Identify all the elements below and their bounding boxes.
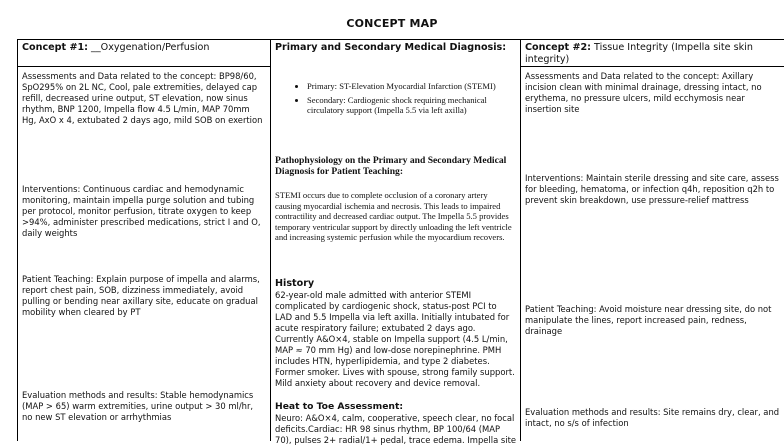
concept-2-interventions: Interventions: Maintain sterile dressing and site care, assess for bleeding, hematoma, or infection q4h, reposition q2h to prevent skin breakdown, use pressure-relief mattress [525,173,779,205]
head-to-toe-title: Heat to Toe Assessment: [275,401,404,412]
concept-1-assessment: Assessments and Data related to the concept: BP98/60, SpO295% on 2L NC, Cool, pale extremities, delayed cap refill, decreased urine output, ST elevation, now sinus rhythm, BNP 1200, Impella flow 4.5 L/min, MAP 70mm Hg, AxO x 4, extubated 2 days ago, mild SOB on exertion [22,71,263,125]
history-text: 62-year-old male admitted with anterior STEMI complicated by cardiogenic shock, status-post PCI to LAD and 5.5 Impella via left axilla. Initially intubated for acute respiratory failure; extubated 2 days ago. Currently A&O×4, stable on Impella support (4.5 L/min, MAP ≈ 70 mm Hg) and low-dose norepinephrine. PMH includes HTN, hyperlipidemia, and type 2 diabetes. Former smoker. Lives with spouse, strong family support. Mild anxiety about recovery and device removal. [275,290,515,388]
concept-1-header [22,42,266,54]
diagnosis-header: Primary and Secondary Medical Diagnosis: [275,42,507,53]
concept-1-interventions: Interventions: Continuous cardiac and hemodynamic monitoring, maintain impella purge solution and tubing per protocol, monitor perfusion, titrate oxygen to keep >94%, administer prescribed medications, strict I and O, daily weights [22,184,261,238]
concept-2-teaching: Patient Teaching: Avoid moisture near dressing site, do not manipulate the lines, report increased pain, redness, drainage [525,304,772,336]
concept-2-value: Tissue Integrity (Impella site skin integrity) [525,42,753,65]
pathophysiology-title: Pathophysiology on the Primary and Secondary Medical Diagnosis for Patient Teaching: [275,155,507,177]
concept-2-label: Concept #2: [525,42,591,53]
concept-2-evaluation: Evaluation methods and results: Site remains dry, clear, and intact, no s/s of infection [525,407,780,428]
head-to-toe-text: Neuro: A&O×4, calm, cooperative, speech clear, no focal deficits.Cardiac: HR 98 sinus rhythm, BP 100/64 (MAP 70), pulses 2+ radial/1+ pedal, trace edema. Impella site [275,413,517,445]
secondary-diagnosis: • Secondary: Cardiogenic shock requiring mechanical circulatory support (Impella 5.5 via left axilla) [307,95,516,116]
concept-1-label: Concept #1: [22,42,88,53]
concept-1-teaching: Patient Teaching: Explain purpose of impella and alarms, report chest pain, SOB, dizziness immediately, avoid pulling or bending near axillary site, educate on gradual mobility when cleared by PT [22,274,260,317]
pathophysiology-text: STEMI occurs due to complete occlusion of a coronary artery causing myocardial ischemia and necrosis. This leads to impaired contractility and decreased cardiac output. The Impella 5.5 provides temporary ventricular support by directly unloading the left ventricle and increasing systemic perfusion while the myocardium recovers. [275,190,512,243]
concept-1-column [18,40,271,441]
concept-2-column [521,40,784,441]
concept-2-assessment: Assessments and Data related to the concept: Axillary incision clean with minimal drainage, dressing intact, no erythema, no pressure ulcers, mild ecchymosis near insertion site [525,71,762,114]
diagnosis-column [271,40,521,445]
diagnosis-list [275,81,516,119]
concept-1-value: __Oxygenation/Perfusion [88,42,210,53]
page-title: CONCEPT MAP [346,17,438,30]
divider [18,66,270,67]
primary-diagnosis: • Primary: ST-Elevation Myocardial Infarction (STEMI) [307,81,516,92]
concept-1-evaluation: Evaluation methods and results: Stable hemodynamics (MAP > 65) warm extremities, urine output > 30 ml/hr, no new ST elevation or arrhythmias [22,390,254,422]
history-title: History [275,278,315,289]
concept-2-header [525,42,781,66]
concept-map-table [17,39,784,445]
divider [521,66,784,67]
